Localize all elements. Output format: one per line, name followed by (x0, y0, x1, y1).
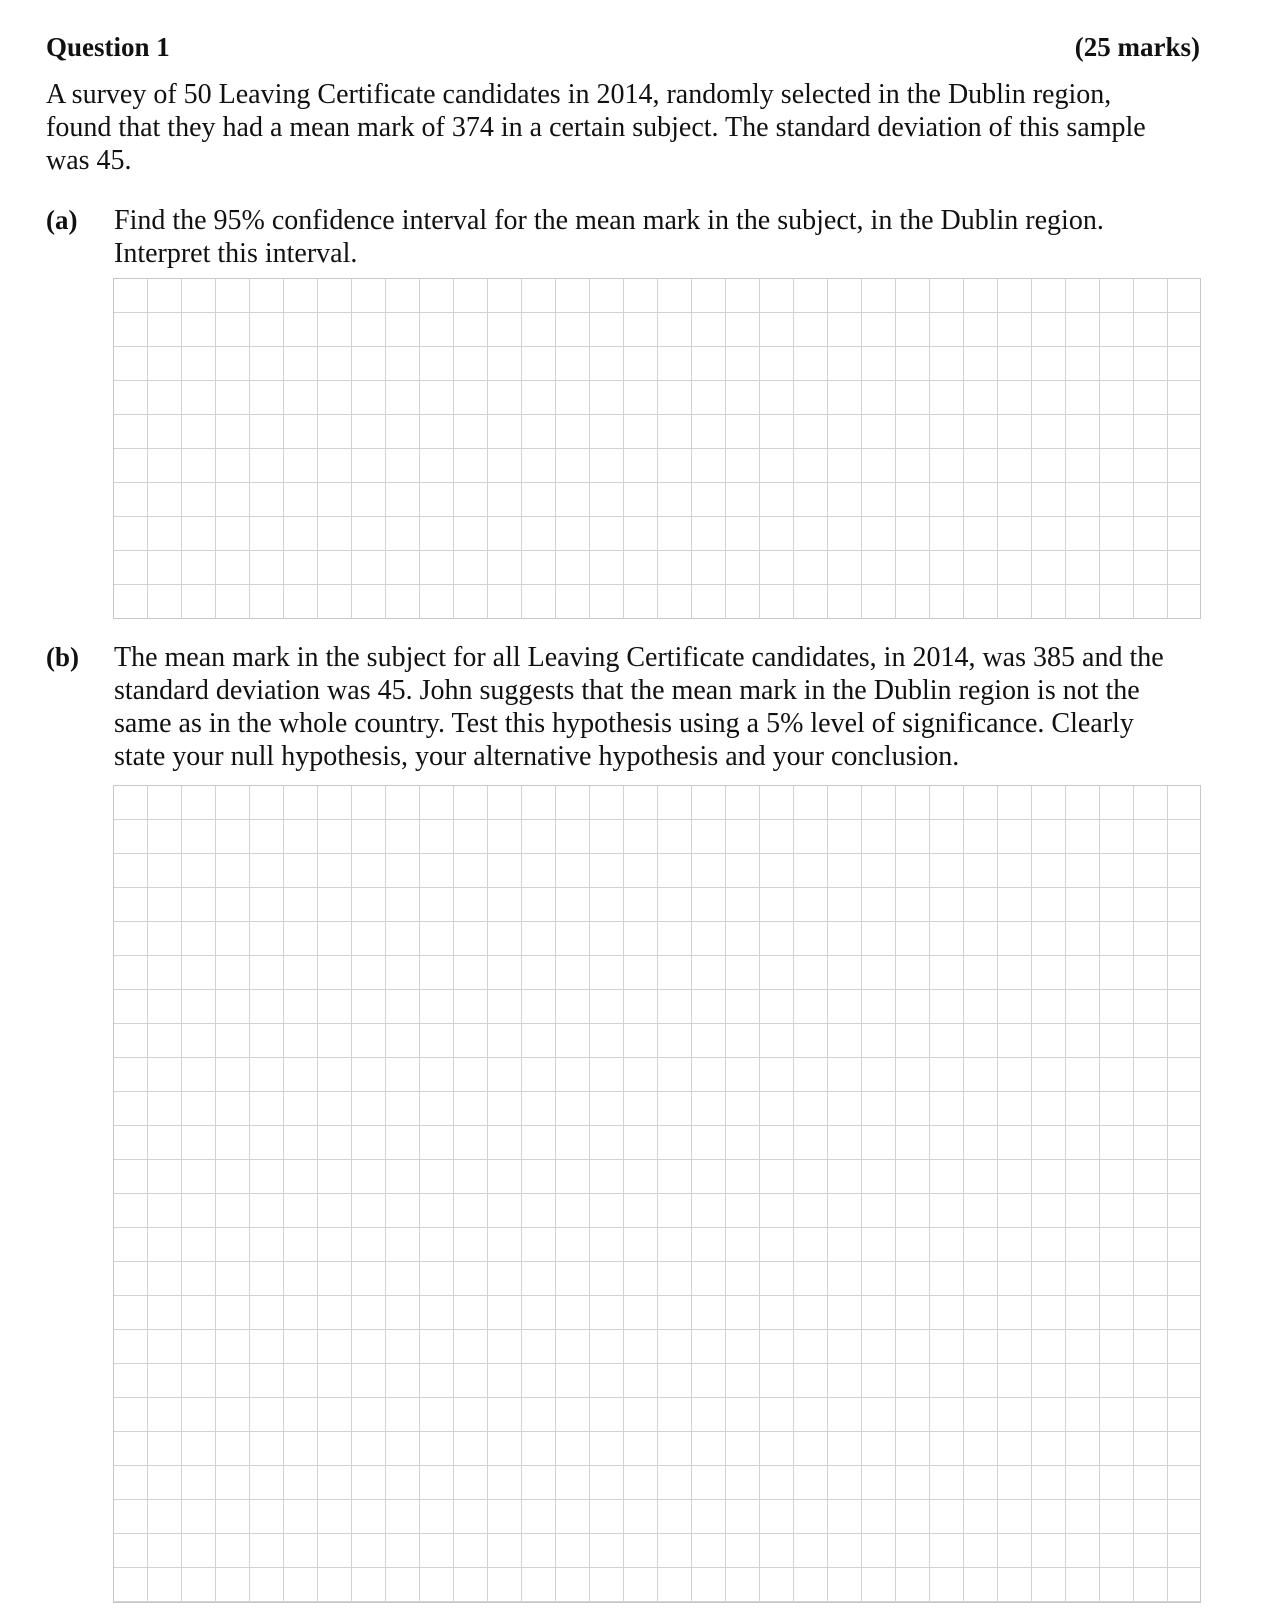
part-b-line: same as in the whole country. Test this hypothesis using a 5% level of significance. Clearly (114, 708, 1134, 739)
question-title: Question 1 (46, 32, 170, 62)
part-b-label: (b) (46, 642, 79, 672)
part-a-line: Interpret this interval. (114, 238, 358, 269)
part-a-line: Find the 95% confidence interval for the mean mark in the subject, in the Dublin region. (114, 205, 1104, 236)
part-b-line: The mean mark in the subject for all Leaving Certificate candidates, in 2014, was 385 and the (114, 642, 1164, 673)
answer-grid-a[interactable] (113, 278, 1201, 619)
part-b-line: standard deviation was 45. John suggests that the mean mark in the Dublin region is not the (114, 675, 1140, 706)
intro-line: A survey of 50 Leaving Certificate candidates in 2014, randomly selected in the Dublin region, (46, 79, 1112, 110)
part-b-line: state your null hypothesis, your alternative hypothesis and your conclusion. (114, 741, 960, 772)
answer-grid-b[interactable] (113, 785, 1201, 1603)
intro-line: found that they had a mean mark of 374 in a certain subject. The standard deviation of this sample (46, 112, 1146, 143)
question-marks: (25 marks) (1074, 32, 1200, 62)
question-intro (46, 78, 1206, 177)
part-a-label: (a) (46, 205, 78, 235)
part-b-text (114, 641, 1214, 773)
part-a-text (114, 204, 1214, 270)
intro-line: was 45. (46, 145, 132, 176)
